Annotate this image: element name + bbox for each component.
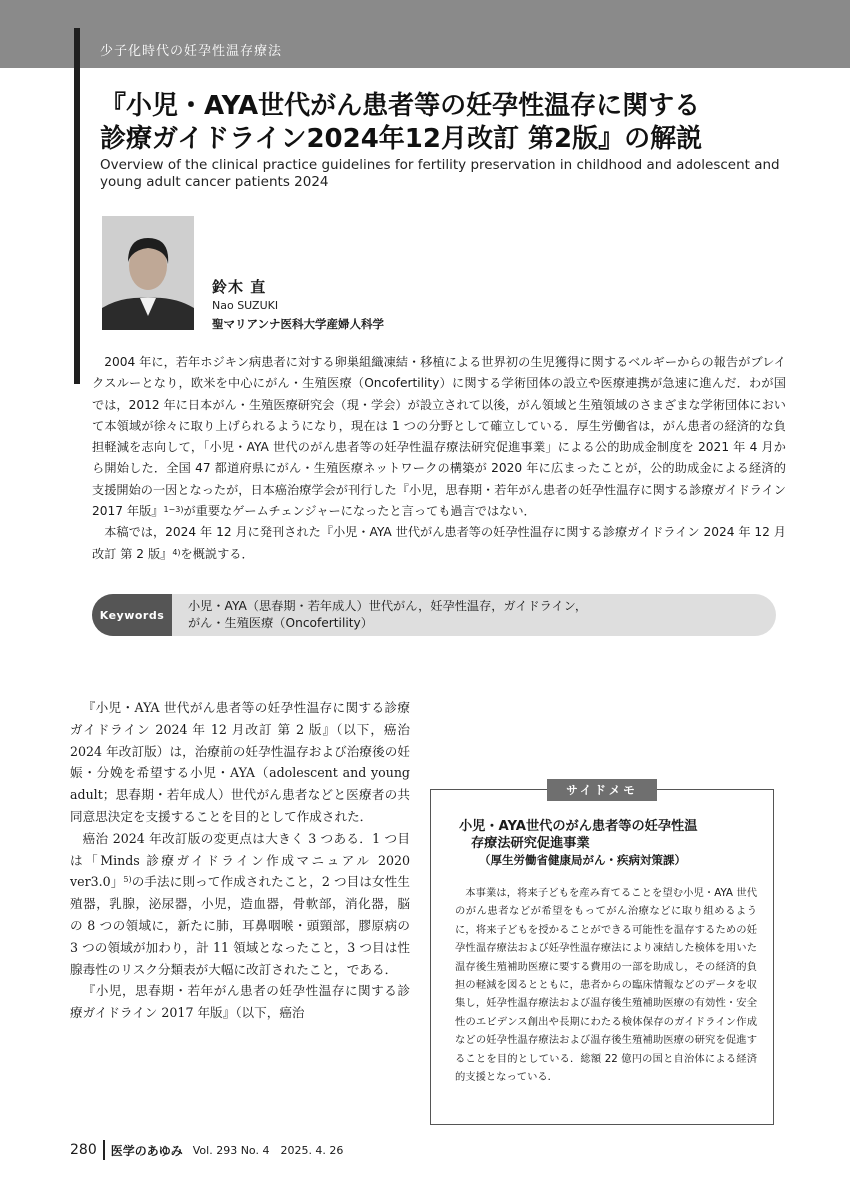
author-portrait-icon: [102, 216, 194, 330]
abstract-text: 本稿では，2024 年 12 月に発刊された『小児・AYA 世代がん患者等の妊孕性温存に関する診療ガイドライン 2024 年 12 月改訂 第 2 版』: [92, 525, 786, 561]
keywords-line-2: がん・生殖医療（Oncofertility）: [188, 616, 373, 630]
page-footer: [70, 1140, 343, 1160]
body-paragraph-1: 『小児・AYA 世代がん患者等の妊孕性温存に関する診療ガイドライン 2024 年 12 月改訂 第 2 版』（以下，癌治 2024 年改訂版）は，治療前の妊孕性温存および治療後の妊娠・分娩を希望する小児・AYA（adolescent and young adult；思春期・若年成人）世代がん患者などと医療者の共同意思決定を支援することを目的として作成された．: [70, 700, 410, 824]
citation-ref: 4): [172, 547, 181, 557]
english-title: Overview of the clinical practice guidelines for fertility preservation in childhood and adolescent and young adult cancer patients 2024: [100, 157, 780, 190]
keywords-label: Keywords: [92, 594, 172, 636]
keywords-text: [188, 598, 587, 632]
keywords-line-1: 小児・AYA（思春期・若年成人）世代がん，妊孕性温存，ガイドライン，: [188, 599, 588, 613]
side-memo-paragraph: 本事業は，将来子どもを産み育てることを望む小児・AYA 世代のがん患者などが希望をもってがん治療などに取り組めるように，将来子どもを授かることができる可能性を温存するための妊孕性温存療法および妊孕性温存療法により凍結した検体を用いた温存後生殖補助医療に要する費用の一部を助成し，その経済的負担の軽減を図るとともに，患者からの臨床情報などのデータを収集し，妊孕性温存療法および温存後生殖補助医療の有効性・安全性のエビデンス創出や長期にわたる検体保存のガイドライン作成などの妊孕性温存療法および温存後生殖補助医療の研究を促進することを目的としている．総額 22 億円の国と自治体による経済的支援となっている．: [455, 887, 757, 1084]
side-memo-title: [459, 818, 759, 852]
abstract-paragraph-1: [92, 352, 786, 522]
abstract-text: を概説する．: [180, 546, 254, 561]
footer-divider: [103, 1140, 105, 1160]
title-line-1: 『小児・AYA世代がん患者等の妊孕性温存に関する: [100, 91, 701, 121]
accent-bar: [74, 28, 80, 384]
page-number: 280: [70, 1142, 97, 1158]
body-column: [70, 697, 410, 1024]
abstract: [92, 352, 786, 565]
author-block: [212, 276, 384, 332]
side-memo-box: [430, 783, 774, 1125]
keywords-bar: [92, 594, 776, 636]
abstract-text: 2004 年に，若年ホジキン病患者に対する卵巣組織凍結・移植による世界初の生児獲得に関するベルギーからの報告がブレイクスルーとなり，欧米を中心にがん・生殖医療（Oncofertility）に関する学術団体の設立や医療連携が急速に進んだ．わが国では，2012 年に日本がん・生殖医療研究会（現・学会）が設立されて以後，がん領域と生殖領域のさまざまな学術団体において本領域が徐々に取り上げられるようになり，現在は 1 つの分野として確立している．厚生労働省は，がん患者の経済的な負担軽減を志向して，「小児・AYA 世代のがん患者等の妊孕性温存療法研究促進事業」による公的助成金制度を 2021 年 4 月から開始した．全国 47 都道府県にがん・生殖医療ネットワークの構築が 2020 年に広まったことが，公的助成金による経済的支援開始の一因となったが，日本癌治療学会が刊行した『小児，思春期・若年がん患者の妊孕性温存に関する診療ガイドライン 2017 年版』: [92, 355, 786, 519]
abstract-paragraph-2: [92, 522, 786, 565]
side-memo-body: [455, 884, 757, 1086]
author-photo: [102, 216, 194, 330]
header-band: [0, 0, 850, 68]
title-line-2: 診療ガイドライン2024年12月改訂 第2版』の解説: [100, 124, 703, 154]
author-affiliation: 聖マリアンナ医科大学産婦人科学: [212, 317, 385, 331]
body-paragraph-2: [70, 828, 410, 981]
author-roman-name: Nao SUZUKI: [212, 299, 279, 312]
article-title: [100, 90, 800, 156]
journal-name: 医学のあゆみ: [110, 1143, 183, 1158]
journal-volume: Vol. 293 No. 4 2025. 4. 26: [192, 1144, 344, 1157]
abstract-text: が重要なゲームチェンジャーになったと言っても過言ではない．: [183, 504, 536, 519]
side-memo-title-line-1: 小児・AYA世代のがん患者等の妊孕性温: [459, 819, 698, 834]
body-text: の手法に則って作成されたこと，2 つ目は女性生殖器，乳腺，泌尿器，小児，造血器，骨軟部，消化器，脳の 8 つの領域に，新たに肺，耳鼻咽喉・頭頸部，膠原病の 3 つの領域が加わり，計 11 領域となったこと，3 つ目は性腺毒性のリスク分類表が大幅に改訂されたこと，である．: [70, 874, 410, 977]
body-text: 癌治 2024 年改訂版の変更点は大きく 3 つある．1 つ目は「Minds 診療ガイドライン作成マニュアル 2020 ver3.0」: [70, 830, 410, 890]
side-memo-title-line-2: 存療法研究促進事業: [471, 836, 590, 851]
citation-ref: 1−3): [163, 505, 184, 515]
side-memo-tab: サイドメモ: [547, 779, 657, 801]
side-memo-subtitle: （厚生労働省健康局がん・疾病対策課）: [479, 853, 686, 867]
series-title: 少子化時代の妊孕性温存療法: [100, 44, 283, 59]
citation-ref: 5): [123, 875, 132, 885]
author-name: 鈴木 直: [212, 278, 267, 296]
body-paragraph-3: 『小児，思春期・若年がん患者の妊孕性温存に関する診療ガイドライン 2017 年版』（以下，癌治: [70, 983, 410, 1021]
